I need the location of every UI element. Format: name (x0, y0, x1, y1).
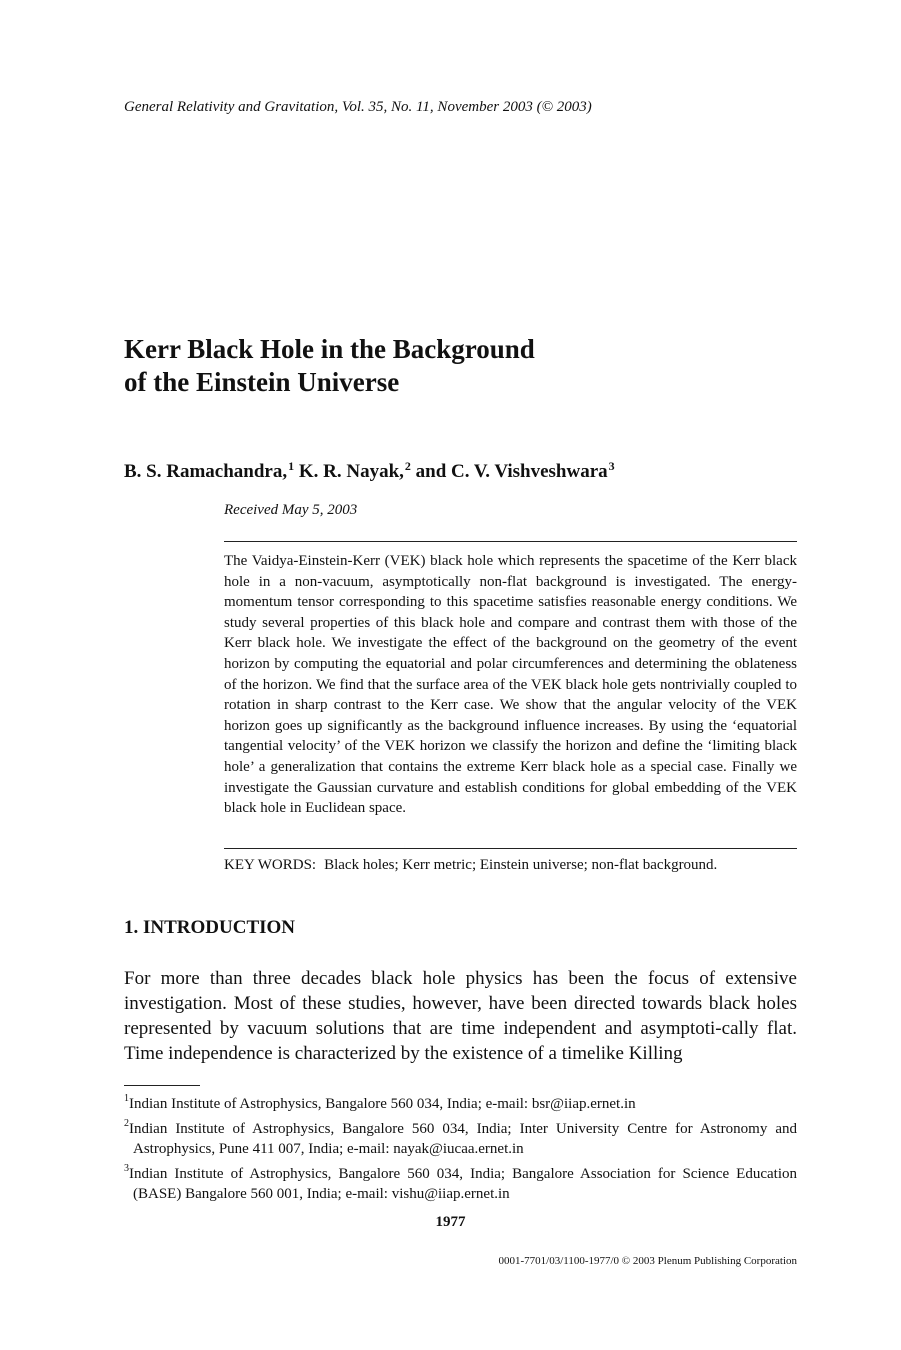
paper-title (124, 333, 535, 399)
footnote-2-text: Indian Institute of Astrophysics, Bangalore 560 034, India; Inter University Centre for Astronomy and Astrophysics, Pune 411 007, India; e-mail: nayak@iucaa.ernet.in (129, 1120, 797, 1158)
footnote-1-mark: 1 (124, 1093, 129, 1104)
footnote-2-mark: 2 (124, 1117, 129, 1129)
keywords-value: Black holes; Kerr metric; Einstein universe; non-flat background. (324, 857, 718, 873)
footnote-3 (124, 1160, 797, 1205)
author-2: K. R. Nayak, (298, 461, 404, 482)
received-date: Received May 5, 2003 (224, 502, 358, 518)
footnote-1 (124, 1090, 797, 1115)
footnotes (124, 1090, 797, 1205)
page-number: 1977 (435, 1214, 466, 1230)
title-line-1: Kerr Black Hole in the Background (124, 334, 535, 364)
journal-header: General Relativity and Gravitation, Vol. 35, No. 11, November 2003 (© 2003) (124, 99, 592, 115)
author-1: B. S. Ramachandra, (124, 461, 288, 482)
author-2-affiliation-mark: 2 (404, 459, 411, 473)
title-line-2: of the Einstein Universe (124, 367, 400, 397)
footnote-rule (124, 1085, 200, 1086)
abstract-top-rule (224, 541, 797, 542)
footnote-1-text: Indian Institute of Astrophysics, Bangalore 560 034, India; e-mail: bsr@iiap.ernet.in (129, 1096, 636, 1112)
copyright-line: 0001-7701/03/1100-1977/0 © 2003 Plenum Publishing Corporation (498, 1255, 797, 1267)
author-3-affiliation-mark: 3 (608, 459, 615, 473)
footnote-3-text: Indian Institute of Astrophysics, Bangalore 560 034, India; Bangalore Association for Science Education (BASE) Bangalore 560 001, India; e-mail: vishu@iiap.ernet.in (129, 1165, 797, 1203)
footnote-2 (124, 1115, 797, 1160)
author-list (124, 461, 615, 483)
section-heading: 1. INTRODUCTION (124, 917, 296, 938)
footnote-3-mark: 3 (124, 1162, 129, 1174)
keywords (224, 857, 717, 874)
author-3: and C. V. Vishveshwara (415, 461, 608, 482)
keywords-label: KEY WORDS: (224, 857, 317, 873)
abstract: The Vaidya-Einstein-Kerr (VEK) black hole which represents the spacetime of the Kerr black hole in a non-vacuum, asymptotically non-flat background is investigated. The energy-momentum tensor corresponding to this spacetime satisfies reasonable energy conditions. We study several properties of this black hole and compare and contrast them with those of the Kerr black hole. We investigate the effect of the background on the geometry of the event horizon by computing the equatorial and polar circumferences and determining the oblateness of the horizon. We find that the surface area of the VEK black hole gets nontrivially coupled to rotation in sharp contrast to the Kerr case. We show that the angular velocity of the VEK horizon goes up significantly as the background influence increases. By using the ‘equatorial tangential velocity’ of the VEK horizon we classify the horizon and define the ‘limiting black hole’ a generalization that contains the extreme Kerr black hole as a special case. Finally we investigate the Gaussian curvature and establish conditions for global embedding of the VEK black hole in Euclidean space. (224, 553, 797, 817)
intro-paragraph: For more than three decades black hole physics has been the focus of extensive investigation. Most of these studies, however, have been directed towards black holes represented by vacuum solutions that are time independent and asymptoti-cally flat. Time independence is characterized by the existence of a timelike Killing (124, 968, 797, 1064)
abstract-bottom-rule (224, 848, 797, 849)
author-1-affiliation-mark: 1 (288, 459, 295, 473)
